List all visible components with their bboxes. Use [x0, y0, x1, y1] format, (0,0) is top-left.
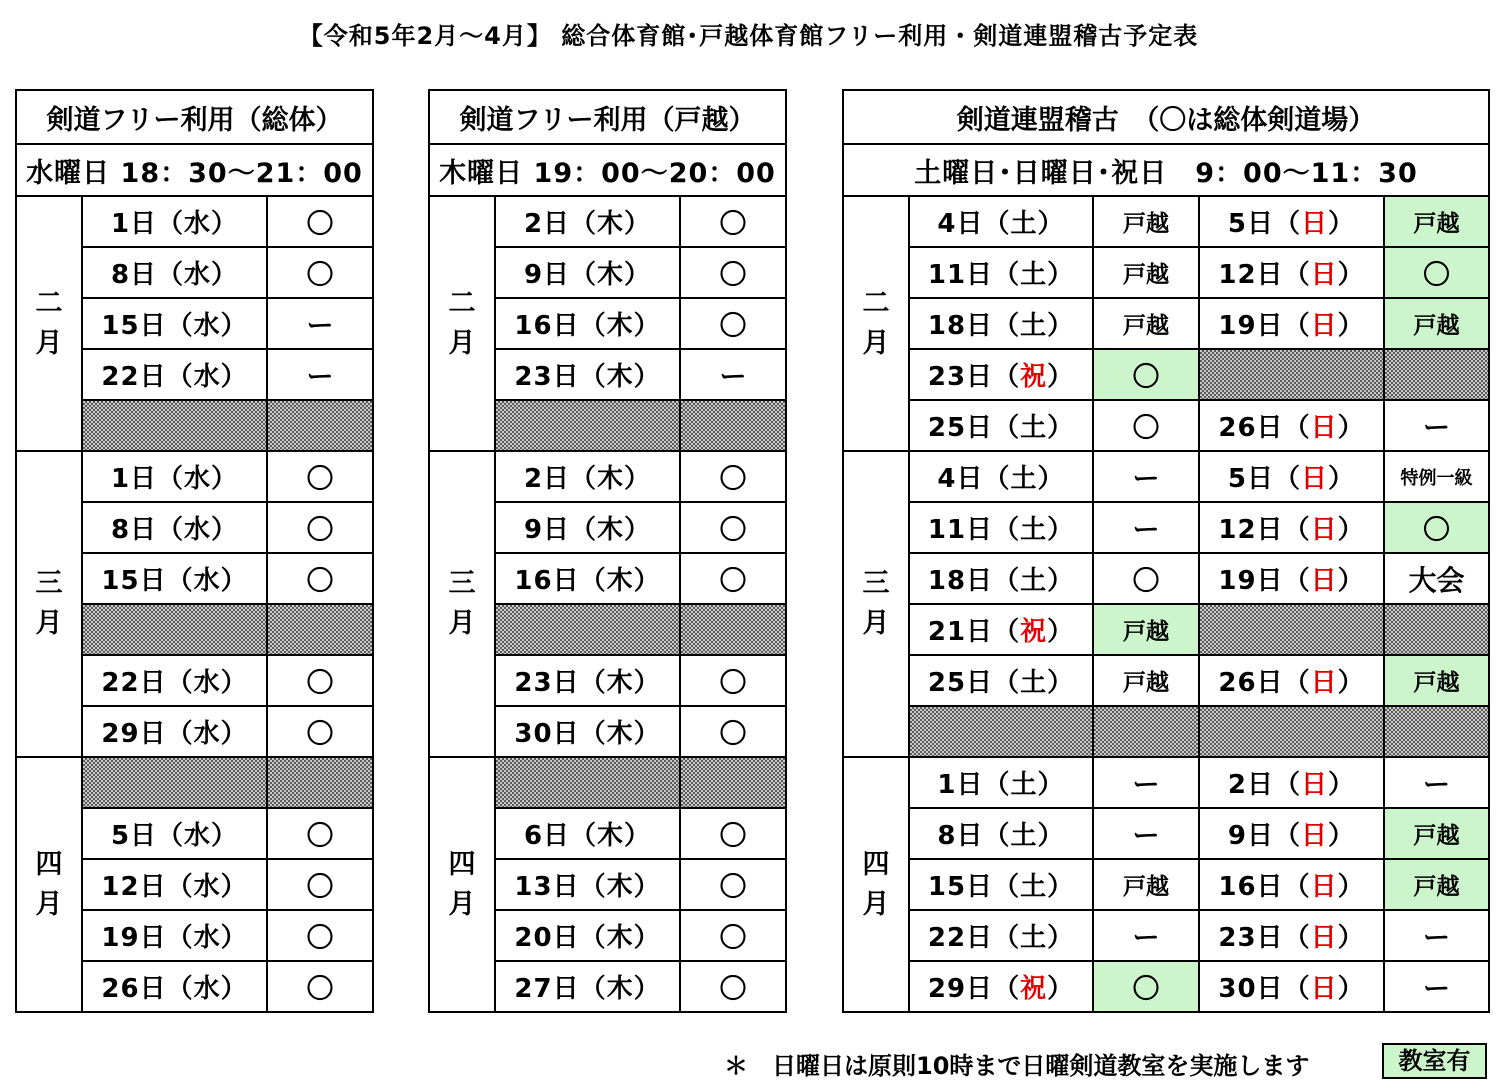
date-cell: 26日（日）: [1199, 655, 1384, 706]
weekday: 日: [1301, 770, 1329, 800]
weekday: 日: [1310, 872, 1338, 902]
closed-cell: [1384, 349, 1489, 400]
weekday: 祝: [1020, 974, 1048, 1004]
closed-cell: [1093, 706, 1199, 757]
status-cell: ー: [267, 298, 373, 349]
closed-cell: [680, 400, 786, 451]
weekday: 土: [1020, 872, 1048, 902]
status-cell: ー: [680, 349, 786, 400]
weekday: 土: [1020, 515, 1048, 545]
date-cell: 11日（土）: [909, 502, 1093, 553]
date-cell: 9日（木）: [495, 502, 680, 553]
closed-cell: [267, 400, 373, 451]
status-cell: 〇: [1093, 553, 1199, 604]
status-cell: 〇: [1384, 247, 1489, 298]
month-label: 四 月: [429, 757, 495, 1012]
date-cell: 5日（日）: [1199, 196, 1384, 247]
status-cell: 〇: [680, 655, 786, 706]
weekday: 日: [1310, 566, 1338, 596]
date-cell: 5日（日）: [1199, 451, 1384, 502]
page-title: 【令和5年2月～4月】 総合体育館･戸越体育館フリー利用・剣道連盟稽古予定表: [298, 22, 1199, 50]
closed-cell: [495, 400, 680, 451]
weekday: 日: [1301, 821, 1329, 851]
status-cell: 〇: [1384, 502, 1489, 553]
status-cell: 〇: [1093, 961, 1199, 1012]
status-cell: 〇: [680, 553, 786, 604]
closed-cell: [1384, 706, 1489, 757]
closed-cell: [1199, 706, 1384, 757]
status-cell: ー: [1384, 961, 1489, 1012]
date-cell: 23日（日）: [1199, 910, 1384, 961]
status-cell: 戸越: [1384, 859, 1489, 910]
date-cell: 11日（土）: [909, 247, 1093, 298]
weekday: 日: [1310, 974, 1338, 1004]
status-cell: 〇: [267, 196, 373, 247]
date-cell: 2日（木）: [495, 451, 680, 502]
status-cell: 〇: [1093, 400, 1199, 451]
date-cell: 8日（水）: [82, 247, 267, 298]
status-cell: ー: [1093, 910, 1199, 961]
weekday: 土: [1020, 668, 1048, 698]
weekday: 日: [1310, 260, 1338, 290]
date-cell: 25日（土）: [909, 400, 1093, 451]
date-cell: 19日（日）: [1199, 298, 1384, 349]
date-cell: 30日（日）: [1199, 961, 1384, 1012]
status-cell: 大会: [1384, 553, 1489, 604]
closed-cell: [909, 706, 1093, 757]
date-cell: 19日（水）: [82, 910, 267, 961]
weekday: 土: [1010, 464, 1038, 494]
date-cell: 26日（水）: [82, 961, 267, 1012]
date-cell: 1日（土）: [909, 757, 1093, 808]
date-cell: 23日（木）: [495, 655, 680, 706]
status-cell: 〇: [267, 655, 373, 706]
closed-cell: [495, 757, 680, 808]
status-cell: 〇: [680, 451, 786, 502]
status-cell: 〇: [680, 502, 786, 553]
status-cell: 〇: [267, 247, 373, 298]
date-cell: 22日（水）: [82, 655, 267, 706]
month-label: 四 月: [16, 757, 82, 1012]
closed-cell: [1199, 349, 1384, 400]
date-cell: 16日（木）: [495, 298, 680, 349]
weekday: 祝: [1020, 617, 1048, 647]
date-cell: 19日（日）: [1199, 553, 1384, 604]
date-cell: 23日（木）: [495, 349, 680, 400]
status-cell: 〇: [267, 910, 373, 961]
date-cell: 29日（祝）: [909, 961, 1093, 1012]
status-cell: ー: [1384, 400, 1489, 451]
status-cell: ー: [1093, 757, 1199, 808]
time-slot: 土曜日･日曜日･祝日 9：00～11：30: [843, 144, 1489, 196]
date-cell: 1日（水）: [82, 451, 267, 502]
status-cell: 〇: [680, 298, 786, 349]
date-cell: 23日（祝）: [909, 349, 1093, 400]
status-cell: 戸越: [1093, 859, 1199, 910]
month-label: 三 月: [843, 451, 909, 757]
weekday: 土: [1020, 923, 1048, 953]
status-cell: 戸越: [1384, 298, 1489, 349]
status-cell: 〇: [267, 553, 373, 604]
time-slot: 木曜日 19：00～20：00: [429, 144, 786, 196]
weekday: 土: [1010, 770, 1038, 800]
date-cell: 30日（木）: [495, 706, 680, 757]
date-cell: 27日（木）: [495, 961, 680, 1012]
date-cell: 12日（日）: [1199, 247, 1384, 298]
table-header: 剣道フリー利用（総体）: [16, 90, 373, 144]
weekday: 土: [1010, 209, 1038, 239]
status-cell: 〇: [680, 961, 786, 1012]
closed-cell: [680, 757, 786, 808]
status-cell: 〇: [267, 859, 373, 910]
month-label: 二 月: [843, 196, 909, 451]
closed-cell: [267, 604, 373, 655]
month-label: 三 月: [429, 451, 495, 757]
month-label: 二 月: [429, 196, 495, 451]
status-cell: 戸越: [1093, 298, 1199, 349]
date-cell: 18日（土）: [909, 553, 1093, 604]
status-cell: 特例一級: [1384, 451, 1489, 502]
status-cell: 〇: [267, 502, 373, 553]
status-cell: 〇: [680, 196, 786, 247]
closed-cell: [1199, 604, 1384, 655]
status-cell: 戸越: [1384, 655, 1489, 706]
status-cell: 〇: [267, 706, 373, 757]
date-cell: 22日（土）: [909, 910, 1093, 961]
date-cell: 25日（土）: [909, 655, 1093, 706]
status-cell: ー: [1093, 451, 1199, 502]
date-cell: 21日（祝）: [909, 604, 1093, 655]
date-cell: 2日（日）: [1199, 757, 1384, 808]
month-label: 三 月: [16, 451, 82, 757]
status-cell: 戸越: [1093, 604, 1199, 655]
status-cell: 戸越: [1384, 808, 1489, 859]
closed-cell: [82, 400, 267, 451]
weekday: 日: [1310, 311, 1338, 341]
date-cell: 12日（日）: [1199, 502, 1384, 553]
weekday: 日: [1301, 209, 1329, 239]
legend-classroom: 教室有: [1382, 1043, 1487, 1079]
closed-cell: [1384, 604, 1489, 655]
closed-cell: [680, 604, 786, 655]
month-label: 四 月: [843, 757, 909, 1012]
date-cell: 18日（土）: [909, 298, 1093, 349]
date-cell: 26日（日）: [1199, 400, 1384, 451]
month-label: 二 月: [16, 196, 82, 451]
date-cell: 8日（水）: [82, 502, 267, 553]
date-cell: 22日（水）: [82, 349, 267, 400]
closed-cell: [267, 757, 373, 808]
status-cell: 〇: [680, 706, 786, 757]
status-cell: 〇: [680, 808, 786, 859]
closed-cell: [82, 604, 267, 655]
status-cell: ー: [1093, 808, 1199, 859]
date-cell: 16日（日）: [1199, 859, 1384, 910]
weekday: 土: [1010, 821, 1038, 851]
date-cell: 29日（水）: [82, 706, 267, 757]
date-cell: 6日（木）: [495, 808, 680, 859]
schedule-table-sotai: [15, 89, 374, 1013]
status-cell: 〇: [267, 808, 373, 859]
status-cell: ー: [1384, 910, 1489, 961]
status-cell: 〇: [680, 247, 786, 298]
date-cell: 9日（木）: [495, 247, 680, 298]
date-cell: 12日（水）: [82, 859, 267, 910]
weekday: 土: [1020, 566, 1048, 596]
schedule-table-togoshi: [428, 89, 787, 1013]
status-cell: 〇: [1093, 349, 1199, 400]
date-cell: 9日（日）: [1199, 808, 1384, 859]
date-cell: 15日（水）: [82, 298, 267, 349]
status-cell: 戸越: [1093, 247, 1199, 298]
weekday: 日: [1310, 515, 1338, 545]
footnote: ＊ 日曜日は原則10時まで日曜剣道教室を実施します: [724, 1052, 1310, 1080]
closed-cell: [82, 757, 267, 808]
weekday: 祝: [1020, 362, 1048, 392]
status-cell: 〇: [267, 961, 373, 1012]
date-cell: 15日（水）: [82, 553, 267, 604]
weekday: 日: [1310, 668, 1338, 698]
date-cell: 13日（木）: [495, 859, 680, 910]
table-header: 剣道連盟稽古 （〇は総体剣道場）: [843, 90, 1489, 144]
weekday: 日: [1310, 413, 1338, 443]
weekday: 日: [1310, 923, 1338, 953]
date-cell: 4日（土）: [909, 196, 1093, 247]
status-cell: 〇: [680, 910, 786, 961]
date-cell: 1日（水）: [82, 196, 267, 247]
status-cell: ー: [1384, 757, 1489, 808]
schedule-table-renmei: [842, 89, 1490, 1013]
status-cell: 戸越: [1384, 196, 1489, 247]
status-cell: 戸越: [1093, 655, 1199, 706]
weekday: 土: [1020, 311, 1048, 341]
date-cell: 16日（木）: [495, 553, 680, 604]
weekday: 土: [1020, 413, 1048, 443]
date-cell: 4日（土）: [909, 451, 1093, 502]
weekday: 日: [1301, 464, 1329, 494]
time-slot: 水曜日 18：30～21：00: [16, 144, 373, 196]
status-cell: 〇: [267, 451, 373, 502]
date-cell: 15日（土）: [909, 859, 1093, 910]
status-cell: ー: [267, 349, 373, 400]
closed-cell: [495, 604, 680, 655]
date-cell: 20日（木）: [495, 910, 680, 961]
status-cell: 〇: [680, 859, 786, 910]
date-cell: 2日（木）: [495, 196, 680, 247]
date-cell: 8日（土）: [909, 808, 1093, 859]
weekday: 土: [1020, 260, 1048, 290]
status-cell: 戸越: [1093, 196, 1199, 247]
status-cell: ー: [1093, 502, 1199, 553]
date-cell: 5日（水）: [82, 808, 267, 859]
table-header: 剣道フリー利用（戸越）: [429, 90, 786, 144]
